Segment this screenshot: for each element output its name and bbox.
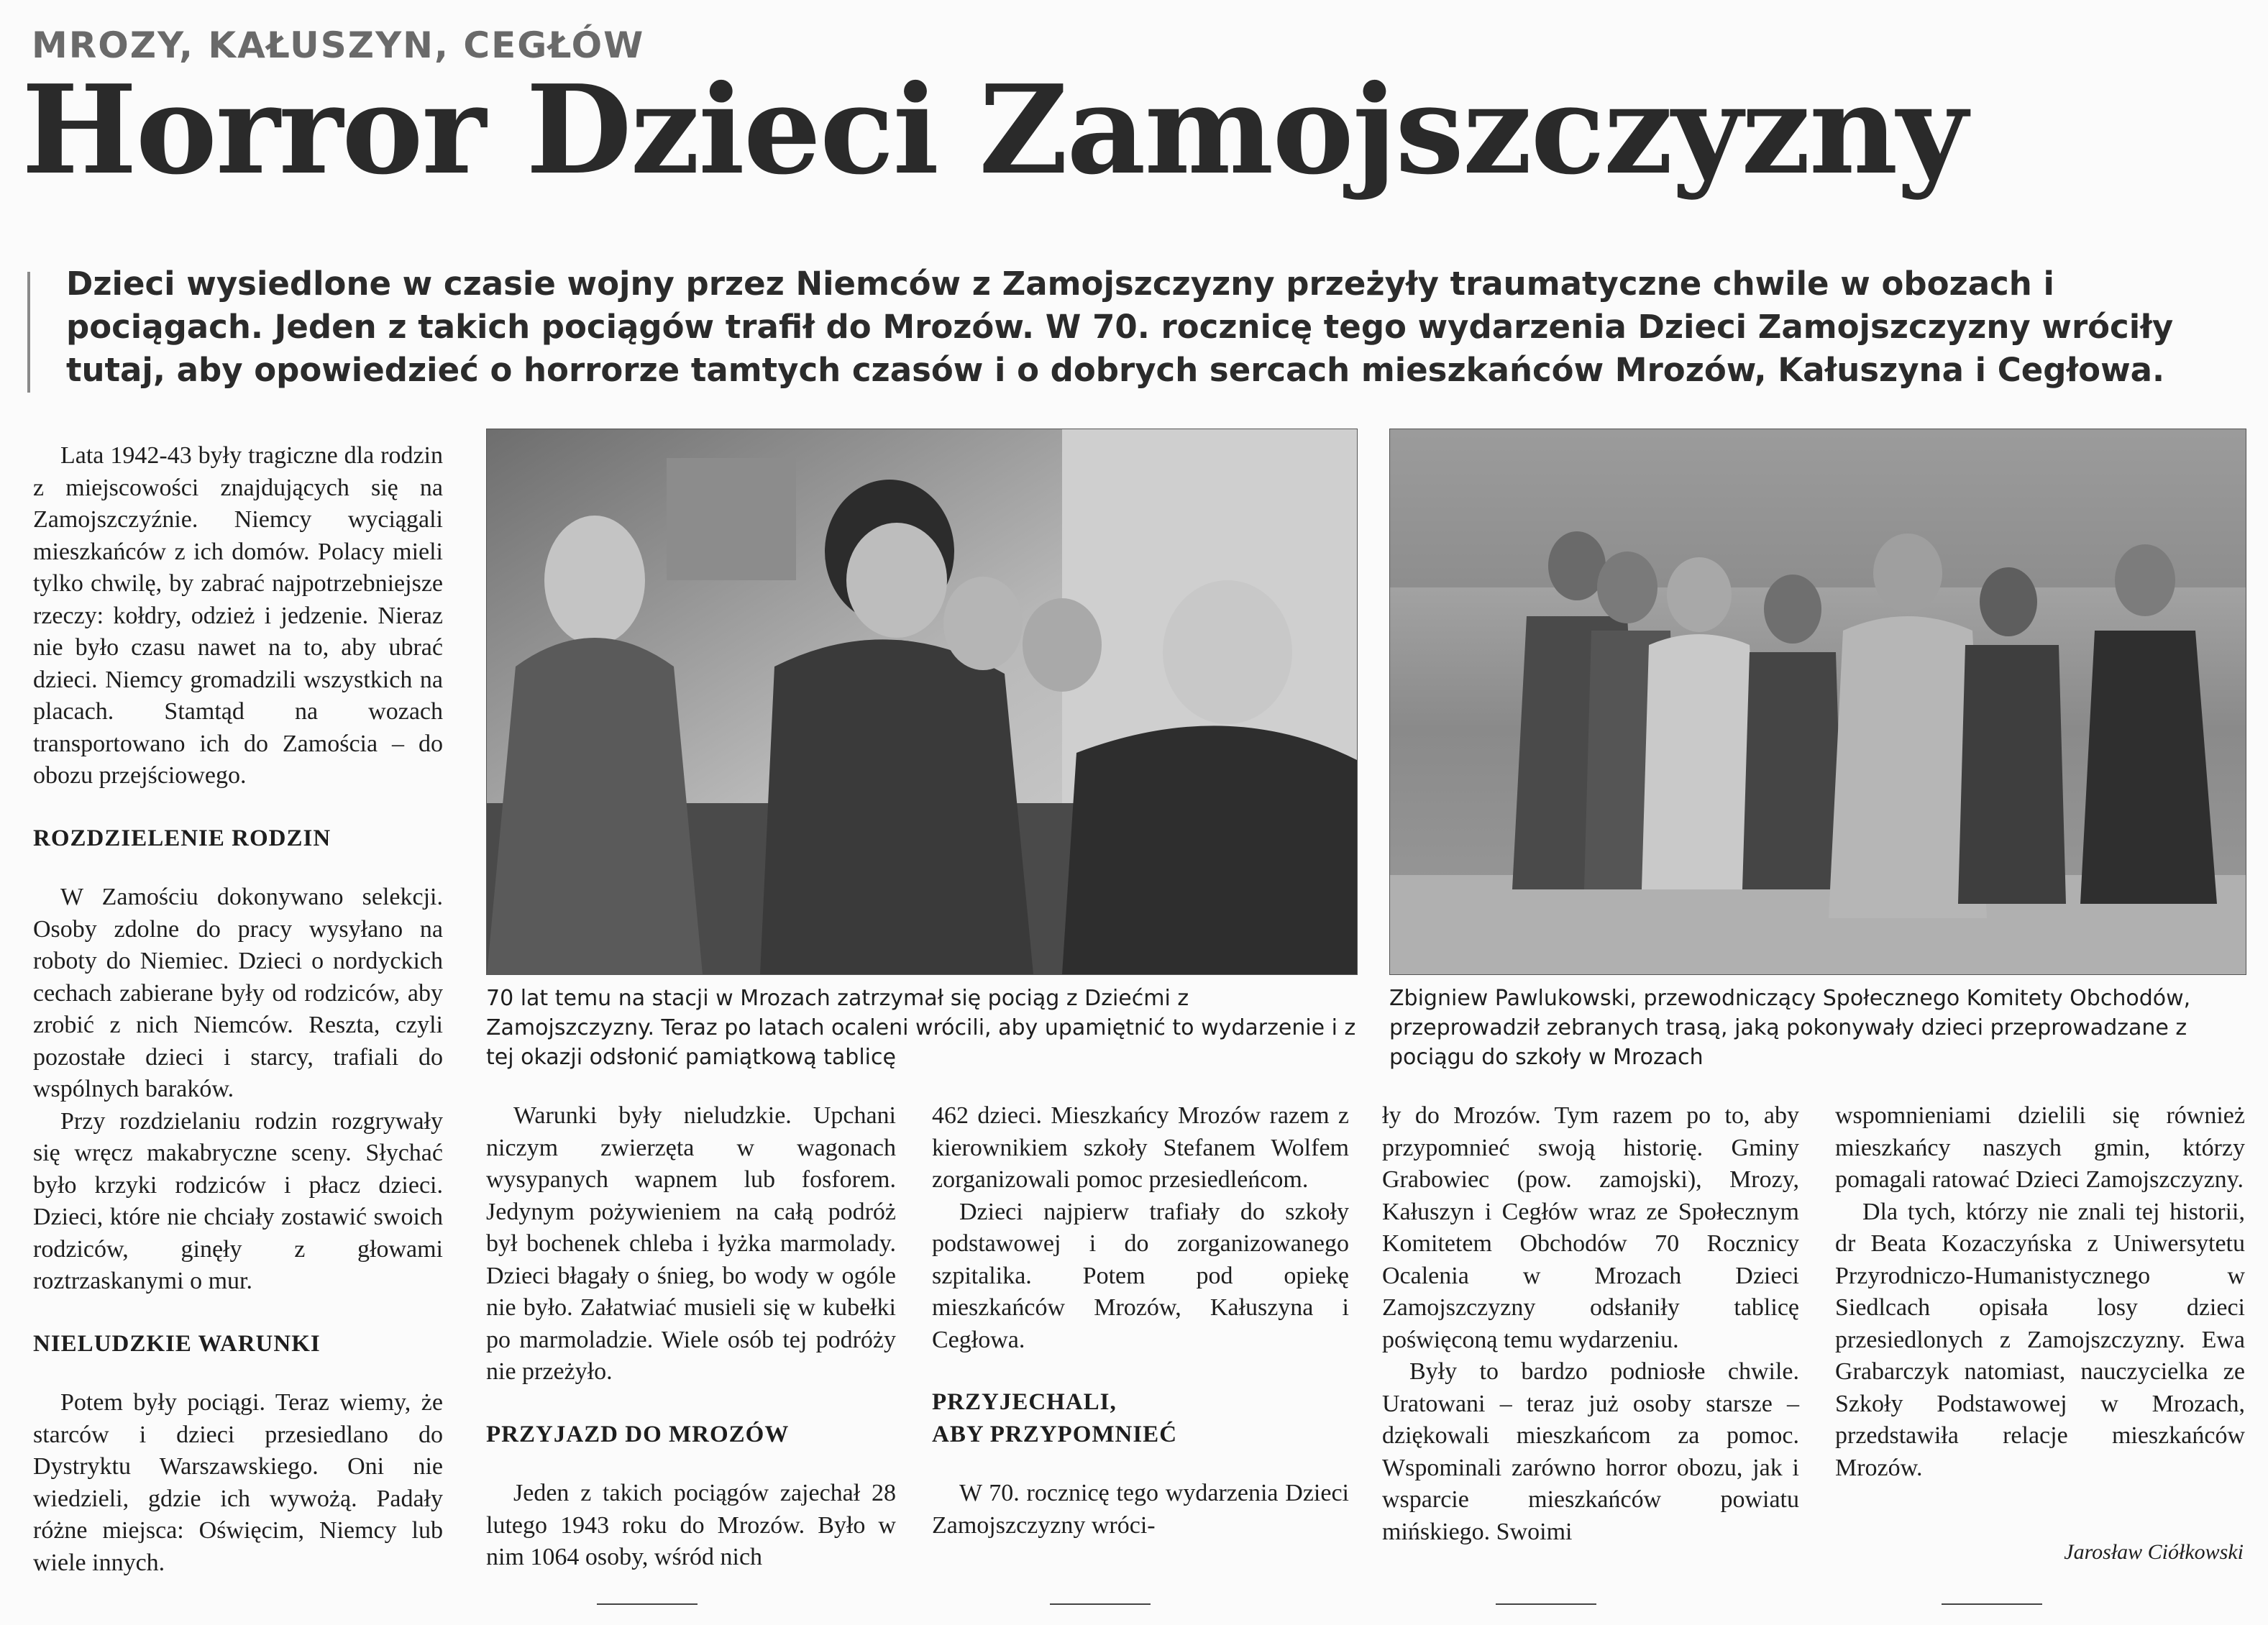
subheading-przyjechali-line2: ABY PRZYPOMNIEĆ (932, 1421, 1178, 1447)
photo-survivors-at-station (486, 429, 1358, 975)
col3-paragraph: 462 dzieci. Mieszkańcy Mrozów razem z kierownikiem szkoły Stefanem Wolfem zorganizowali pomoc przesiedleńcom. (932, 1102, 1349, 1193)
photo2-caption: Zbigniew Pawlukowski, przewodniczący Społecznego Komitety Obchodów, przeprowadził zebranych trasą, jaką pokonywały dzieci przeprowadzane z pociągu do szkoły w Mrozach (1389, 986, 2191, 1070)
subheading-nieludzkie: NIELUDZKIE WARUNKI (33, 1330, 321, 1357)
bottom-rule (1496, 1603, 1596, 1605)
headline: Horror Dzieci Zamojszczyzny (22, 58, 1967, 202)
col1-paragraph: Potem były pociągi. Teraz wiemy, że starców i dzieci przesiedlano do Dystryktu Warszawskiego. Oni nie wiedzieli, gdzie ich wywożą. Padały różne miejsca: Oświęcim, Niemcy lub wiele innych. (33, 1389, 443, 1576)
photo-procession-illustration (1390, 429, 2246, 974)
lead-bar (27, 272, 30, 393)
bottom-rule (1050, 1603, 1151, 1605)
text-column-4 (1382, 1100, 1799, 1548)
text-column-5 (1835, 1100, 2245, 1484)
col1-paragraph: Lata 1942-43 były tragiczne dla rodzin z miejscowości znajdujących się na Zamojszczyźnie. Niemcy wyciągali mieszkańców z ich domów. Polacy mieli tylko chwilę, by zabrać najpotrzebniejsze rzeczy: kołdry, odzież i jedzenie. Nieraz nie było czasu nawet na to, aby ubrać dzieci. Niemcy gromadzili wszystkich na placach. Stamtąd na wozach transportowano ich do Zamościa – do obozu przejściowego. (33, 442, 443, 789)
col4-paragraph: ły do Mrozów. Tym razem po to, aby przypomnieć swoją historię. Gminy Grabowiec (pow. zamojski), Mrozy, Kałuszyn i Cegłów wraz ze Społecznym Komitetem Obchodów 70 Rocznicy Ocalenia w Mrozach Dzieci Zamojszczyzny odsłaniły tablicę poświęconą temu wydarzeniu. (1382, 1102, 1799, 1353)
col5-paragraph: Dla tych, którzy nie znali tej historii, dr Beata Kozaczyńska z Uniwersytetu Przyrodniczo-Humanistycznego w Siedlcach opisała losy dzieci przesiedlonych z Zamojszczyzny. Ewa Grabarczyk natomiast, nauczycielka ze Szkoły Podstawowej w Mrozach, przedstawiła relacje mieszkańców Mrozów. (1835, 1198, 2245, 1481)
lead-paragraph: Dzieci wysiedlone w czasie wojny przez Niemców z Zamojszczyzny przeżyły traumatyczne chwile w obozach i pociągach. Jeden z takich pociągów trafił do Mrozów. W 70. rocznicę tego wydarzenia Dzieci Zamojszczyzny wróciły tutaj, aby opowiedzieć o horrorze tamtych czasów i o dobrych sercach mieszkańców Mrozów, Kałuszyna i Cegłowa. (66, 265, 2174, 389)
text-column-1 (33, 440, 443, 1579)
col3-paragraph: W 70. rocznicę tego wydarzenia Dzieci Zamojszczyzny wróci- (932, 1480, 1349, 1539)
photo1-caption: 70 lat temu na stacji w Mrozach zatrzymał się pociąg z Dziećmi z Zamojszczyzny. Teraz po latach ocaleni wrócili, aby upamiętnić to wydarzenie i z tej okazji odsłonić pamiątkową tablicę (486, 986, 1356, 1070)
subheading-przyjechali-line1: PRZYJECHALI, (932, 1389, 1117, 1415)
bottom-rule (597, 1603, 698, 1605)
col2-paragraph: Warunki były nieludzkie. Upchani niczym zwierzęta w wagonach wysypanych wapnem lub fosforem. Jedynym pożywieniem na całą podróż był bochenek chleba i łyżka marmolady. Dzieci błagały o śnieg, bo wody w ogóle nie było. Załatwiać musieli się w kubełki po marmoladzie. Wiele osób tej podróży nie przeżyło. (486, 1102, 896, 1385)
col2-paragraph: Jeden z takich pociągów zajechał 28 lutego 1943 roku do Mrozów. Było w nim 1064 osoby, wśród nich (486, 1480, 896, 1570)
col5-paragraph: wspomnieniami dzielili się również mieszkańcy naszych gmin, którzy pomagali ratować Dzieci Zamojszczyzny. (1835, 1102, 2245, 1193)
text-column-3 (932, 1100, 1349, 1542)
subheading-rozdzielenie: ROZDZIELENIE RODZIN (33, 825, 331, 851)
photo-procession (1389, 429, 2246, 975)
byline-author: Jarosław Ciółkowski (2064, 1540, 2244, 1564)
photo-survivors-illustration (487, 429, 1357, 974)
subheading-przyjazd: PRZYJAZD DO MROZÓW (486, 1421, 790, 1447)
col3-paragraph: Dzieci najpierw trafiały do szkoły podstawowej i do zorganizowanego szpitalika. Potem pod opiekę mieszkańców Mrozów, Kałuszyna i Cegłowa. (932, 1198, 1349, 1353)
col4-paragraph: Były to bardzo podniosłe chwile. Uratowani – teraz już osoby starsze – dziękowali mieszkańcom za pomoc. Wspominali zarówno horror obozu, jak i wsparcie mieszkańców powiatu mińskiego. Swoimi (1382, 1358, 1799, 1545)
bottom-rule (1942, 1603, 2042, 1605)
text-column-2 (486, 1100, 896, 1574)
col1-paragraph: Przy rozdzielaniu rodzin rozgrywały się wręcz makabryczne sceny. Słychać było krzyki rodziców i płacz dzieci. Dzieci, które nie chciały zostawić swoich rodziców, ginęły z głowami roztrzaskanymi o mur. (33, 1107, 443, 1294)
col1-paragraph: W Zamościu dokonywano selekcji. Osoby zdolne do pracy wysyłano na roboty do Niemiec. Dzieci o nordyckich cechach zabierane były od rodziców, aby zrobić z nich Niemców. Reszta, czyli pozostałe dzieci i starcy, trafiali do wspólnych baraków. (33, 884, 443, 1102)
kicker-locations: MROZY, KAŁUSZYN, CEGŁÓW (32, 24, 645, 66)
